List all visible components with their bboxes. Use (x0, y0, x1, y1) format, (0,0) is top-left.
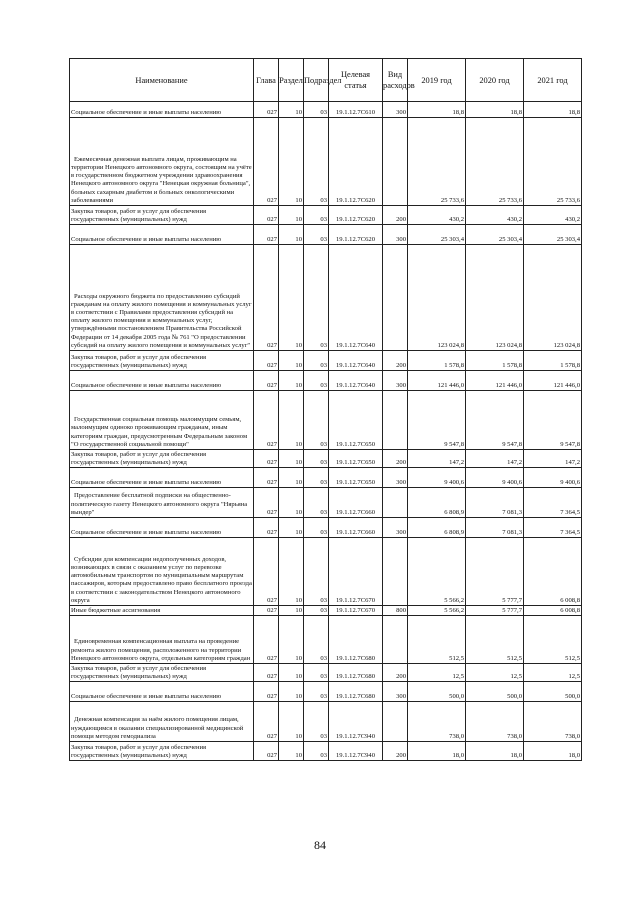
cell-y2021: 7 364,5 (524, 518, 582, 538)
cell-y2021: 6 008,8 (524, 538, 582, 606)
cell-vid (383, 538, 408, 606)
cell-article: 19.1.12.7С650 (329, 391, 383, 450)
cell-y2020: 7 081,3 (466, 518, 524, 538)
header-podrazdel: Подраздел (304, 59, 329, 102)
cell-glava: 027 (254, 606, 279, 616)
cell-podrazdel: 03 (304, 488, 329, 518)
cell-y2021: 123 024,8 (524, 245, 582, 351)
cell-y2021: 738,0 (524, 702, 582, 742)
cell-podrazdel: 03 (304, 371, 329, 391)
header-article: Целевая статья (329, 59, 383, 102)
cell-podrazdel: 03 (304, 742, 329, 761)
cell-article: 19.1.12.7С680 (329, 664, 383, 682)
cell-razdel: 10 (279, 371, 304, 391)
header-name: Наименование (70, 59, 254, 102)
cell-podrazdel: 03 (304, 225, 329, 245)
cell-y2019: 25 303,4 (408, 225, 466, 245)
cell-article: 19.1.12.7С940 (329, 702, 383, 742)
cell-y2020: 5 777,7 (466, 538, 524, 606)
cell-y2020: 500,0 (466, 682, 524, 702)
cell-vid (383, 616, 408, 664)
cell-glava: 027 (254, 351, 279, 371)
cell-y2020: 18,8 (466, 102, 524, 118)
cell-y2021: 9 400,6 (524, 468, 582, 488)
cell-glava: 027 (254, 371, 279, 391)
header-vid: Вид расходов (383, 59, 408, 102)
cell-y2021: 1 578,8 (524, 351, 582, 371)
cell-podrazdel: 03 (304, 538, 329, 606)
cell-razdel: 10 (279, 351, 304, 371)
cell-razdel: 10 (279, 245, 304, 351)
cell-y2021: 147,2 (524, 450, 582, 468)
table-row (70, 742, 582, 761)
cell-podrazdel: 03 (304, 616, 329, 664)
cell-y2020: 18,0 (466, 742, 524, 761)
cell-name: Социальное обеспечение и иные выплаты населению (70, 468, 254, 488)
cell-article: 19.1.12.7С680 (329, 616, 383, 664)
cell-y2020: 9 400,6 (466, 468, 524, 488)
cell-razdel: 10 (279, 616, 304, 664)
cell-y2020: 7 081,3 (466, 488, 524, 518)
cell-y2019: 12,5 (408, 664, 466, 682)
cell-y2021: 121 446,0 (524, 371, 582, 391)
cell-razdel: 10 (279, 518, 304, 538)
cell-name: Расходы окружного бюджета по предоставлению субсидий гражданам на оплату жилого помещения и коммунальных услуг в соответствии с Правилами предоставления субсидий на оплату жилого помещения и коммунальных услуг, утверждёнными постановлением Правительства Российской Федерации от 14 декабря 2005 года № 761 "О предоставлении субсидий на оплату жилого помещения и коммунальных услуг" (70, 245, 254, 351)
cell-glava: 027 (254, 488, 279, 518)
cell-y2021: 18,0 (524, 742, 582, 761)
cell-glava: 027 (254, 468, 279, 488)
cell-razdel: 10 (279, 538, 304, 606)
table-row (70, 682, 582, 702)
cell-y2019: 121 446,0 (408, 371, 466, 391)
cell-razdel: 10 (279, 102, 304, 118)
cell-glava: 027 (254, 742, 279, 761)
cell-vid: 300 (383, 518, 408, 538)
cell-name: Государственная социальная помощь малоимущим семьям, малоимущим одиноко проживающим гражданам, иным категориям граждан, предусмотренным Федеральным законом "О государственной социальной помощи" (70, 391, 254, 450)
cell-name: Социальное обеспечение и иные выплаты населению (70, 225, 254, 245)
cell-y2019: 18,8 (408, 102, 466, 118)
cell-podrazdel: 03 (304, 468, 329, 488)
cell-y2019: 147,2 (408, 450, 466, 468)
cell-y2021: 7 364,5 (524, 488, 582, 518)
table-row (70, 488, 582, 518)
cell-glava: 027 (254, 245, 279, 351)
cell-vid (383, 391, 408, 450)
cell-glava: 027 (254, 538, 279, 606)
cell-y2019: 9 400,6 (408, 468, 466, 488)
cell-name: Ежемесячная денежная выплата лицам, проживающим на территории Ненецкого автономного округа, состоящим на учёте в государственном бюджетном учреждении здравоохранения Ненецкого автономного округа "Ненецкая окружная больница", больных сахарным диабетом и больных онкологическими заболеваниями (70, 118, 254, 206)
cell-y2021: 25 303,4 (524, 225, 582, 245)
cell-article: 19.1.12.7С620 (329, 206, 383, 225)
header-2021: 2021 год (524, 59, 582, 102)
cell-vid: 300 (383, 102, 408, 118)
cell-vid (383, 702, 408, 742)
table-body (70, 102, 582, 761)
table-row (70, 102, 582, 118)
cell-razdel: 10 (279, 606, 304, 616)
cell-podrazdel: 03 (304, 606, 329, 616)
cell-vid: 200 (383, 351, 408, 371)
cell-article: 19.1.12.7С640 (329, 371, 383, 391)
cell-article: 19.1.12.7С620 (329, 225, 383, 245)
table-row (70, 664, 582, 682)
cell-y2019: 512,5 (408, 616, 466, 664)
header-razdel: Раздел (279, 59, 304, 102)
cell-vid: 300 (383, 371, 408, 391)
cell-name: Денежная компенсация за наём жилого помещения лицам, нуждающимся в оказании специализированной медицинской помощи методом гемодиализа (70, 702, 254, 742)
table-row (70, 518, 582, 538)
cell-y2020: 430,2 (466, 206, 524, 225)
cell-y2021: 25 733,6 (524, 118, 582, 206)
cell-razdel: 10 (279, 702, 304, 742)
cell-y2020: 738,0 (466, 702, 524, 742)
cell-article: 19.1.12.7С650 (329, 468, 383, 488)
cell-y2020: 25 733,6 (466, 118, 524, 206)
cell-y2021: 9 547,8 (524, 391, 582, 450)
cell-article: 19.1.12.7С620 (329, 118, 383, 206)
budget-table (69, 58, 582, 761)
cell-y2019: 18,0 (408, 742, 466, 761)
cell-y2019: 430,2 (408, 206, 466, 225)
cell-article: 19.1.12.7С680 (329, 682, 383, 702)
header-2019: 2019 год (408, 59, 466, 102)
cell-y2020: 5 777,7 (466, 606, 524, 616)
cell-y2020: 147,2 (466, 450, 524, 468)
cell-glava: 027 (254, 518, 279, 538)
cell-glava: 027 (254, 118, 279, 206)
cell-name: Закупка товаров, работ и услуг для обеспечения государственных (муниципальных) нужд (70, 206, 254, 225)
cell-razdel: 10 (279, 206, 304, 225)
cell-podrazdel: 03 (304, 664, 329, 682)
cell-name: Иные бюджетные ассигнования (70, 606, 254, 616)
cell-article: 19.1.12.7С670 (329, 606, 383, 616)
cell-glava: 027 (254, 616, 279, 664)
cell-glava: 027 (254, 450, 279, 468)
cell-podrazdel: 03 (304, 450, 329, 468)
page-number: 84 (314, 838, 326, 852)
cell-vid: 300 (383, 468, 408, 488)
cell-article: 19.1.12.7С650 (329, 450, 383, 468)
cell-y2020: 1 578,8 (466, 351, 524, 371)
cell-vid: 200 (383, 664, 408, 682)
cell-name: Субсидии для компенсации недополученных доходов, возникающих в связи с оказанием услуг по перевозке автомобильным транспортом по муниципальным маршрутам пассажиров, которым предоставлено право бесплатного проезда в соответствии с законодательством Ненецкого автономного округа (70, 538, 254, 606)
cell-name: Закупка товаров, работ и услуг для обеспечения государственных (муниципальных) нужд (70, 664, 254, 682)
cell-y2020: 121 446,0 (466, 371, 524, 391)
cell-podrazdel: 03 (304, 702, 329, 742)
cell-y2019: 738,0 (408, 702, 466, 742)
cell-razdel: 10 (279, 118, 304, 206)
cell-vid: 200 (383, 206, 408, 225)
table-row (70, 616, 582, 664)
cell-name: Предоставление бесплатной подписки на общественно-политическую газету Ненецкого автономного округа "Нярьяна вындер" (70, 488, 254, 518)
cell-podrazdel: 03 (304, 518, 329, 538)
cell-glava: 027 (254, 391, 279, 450)
table-row (70, 450, 582, 468)
cell-y2020: 9 547,8 (466, 391, 524, 450)
cell-y2021: 512,5 (524, 616, 582, 664)
table-row (70, 606, 582, 616)
cell-glava: 027 (254, 102, 279, 118)
cell-podrazdel: 03 (304, 391, 329, 450)
table-row (70, 351, 582, 371)
cell-y2020: 25 303,4 (466, 225, 524, 245)
cell-article: 19.1.12.7С610 (329, 102, 383, 118)
cell-article: 19.1.12.7С670 (329, 538, 383, 606)
cell-name: Социальное обеспечение и иные выплаты населению (70, 371, 254, 391)
cell-glava: 027 (254, 664, 279, 682)
table-row (70, 206, 582, 225)
cell-podrazdel: 03 (304, 682, 329, 702)
cell-vid (383, 245, 408, 351)
cell-y2020: 12,5 (466, 664, 524, 682)
header-glava: Глава (254, 59, 279, 102)
cell-y2021: 6 008,8 (524, 606, 582, 616)
cell-y2020: 123 024,8 (466, 245, 524, 351)
table-row (70, 538, 582, 606)
cell-razdel: 10 (279, 391, 304, 450)
table-row (70, 118, 582, 206)
cell-y2019: 5 566,2 (408, 606, 466, 616)
cell-vid: 200 (383, 450, 408, 468)
cell-razdel: 10 (279, 450, 304, 468)
cell-razdel: 10 (279, 488, 304, 518)
cell-name: Социальное обеспечение и иные выплаты населению (70, 682, 254, 702)
cell-article: 19.1.12.7С640 (329, 351, 383, 371)
cell-razdel: 10 (279, 682, 304, 702)
cell-y2019: 6 808,9 (408, 488, 466, 518)
cell-glava: 027 (254, 702, 279, 742)
cell-y2021: 430,2 (524, 206, 582, 225)
table-row (70, 245, 582, 351)
cell-razdel: 10 (279, 664, 304, 682)
cell-name: Социальное обеспечение и иные выплаты населению (70, 102, 254, 118)
cell-vid: 800 (383, 606, 408, 616)
table-row (70, 702, 582, 742)
header-2020: 2020 год (466, 59, 524, 102)
cell-y2019: 5 566,2 (408, 538, 466, 606)
cell-vid (383, 488, 408, 518)
cell-y2021: 500,0 (524, 682, 582, 702)
cell-name: Закупка товаров, работ и услуг для обеспечения государственных (муниципальных) нужд (70, 351, 254, 371)
budget-table-page (69, 58, 581, 761)
cell-y2021: 18,8 (524, 102, 582, 118)
cell-y2019: 1 578,8 (408, 351, 466, 371)
cell-vid: 300 (383, 682, 408, 702)
cell-podrazdel: 03 (304, 245, 329, 351)
table-row (70, 468, 582, 488)
cell-name: Закупка товаров, работ и услуг для обеспечения государственных (муниципальных) нужд (70, 450, 254, 468)
cell-glava: 027 (254, 206, 279, 225)
cell-razdel: 10 (279, 742, 304, 761)
table-row (70, 225, 582, 245)
cell-podrazdel: 03 (304, 206, 329, 225)
cell-vid: 300 (383, 225, 408, 245)
table-row (70, 371, 582, 391)
cell-glava: 027 (254, 682, 279, 702)
cell-name: Единовременная компенсационная выплата на проведение ремонта жилого помещения, расположенного на территории Ненецкого автономного округа, отдельным категориям граждан (70, 616, 254, 664)
cell-podrazdel: 03 (304, 118, 329, 206)
cell-y2019: 6 808,9 (408, 518, 466, 538)
cell-y2019: 500,0 (408, 682, 466, 702)
cell-article: 19.1.12.7С640 (329, 245, 383, 351)
cell-razdel: 10 (279, 468, 304, 488)
cell-y2020: 512,5 (466, 616, 524, 664)
table-row (70, 391, 582, 450)
cell-glava: 027 (254, 225, 279, 245)
cell-razdel: 10 (279, 225, 304, 245)
cell-y2021: 12,5 (524, 664, 582, 682)
cell-y2019: 123 024,8 (408, 245, 466, 351)
cell-y2019: 25 733,6 (408, 118, 466, 206)
cell-article: 19.1.12.7С660 (329, 488, 383, 518)
cell-podrazdel: 03 (304, 351, 329, 371)
cell-article: 19.1.12.7С660 (329, 518, 383, 538)
cell-y2019: 9 547,8 (408, 391, 466, 450)
cell-vid: 200 (383, 742, 408, 761)
cell-name: Социальное обеспечение и иные выплаты населению (70, 518, 254, 538)
table-header-row (70, 59, 582, 102)
cell-article: 19.1.12.7С940 (329, 742, 383, 761)
cell-podrazdel: 03 (304, 102, 329, 118)
cell-name: Закупка товаров, работ и услуг для обеспечения государственных (муниципальных) нужд (70, 742, 254, 761)
cell-vid (383, 118, 408, 206)
